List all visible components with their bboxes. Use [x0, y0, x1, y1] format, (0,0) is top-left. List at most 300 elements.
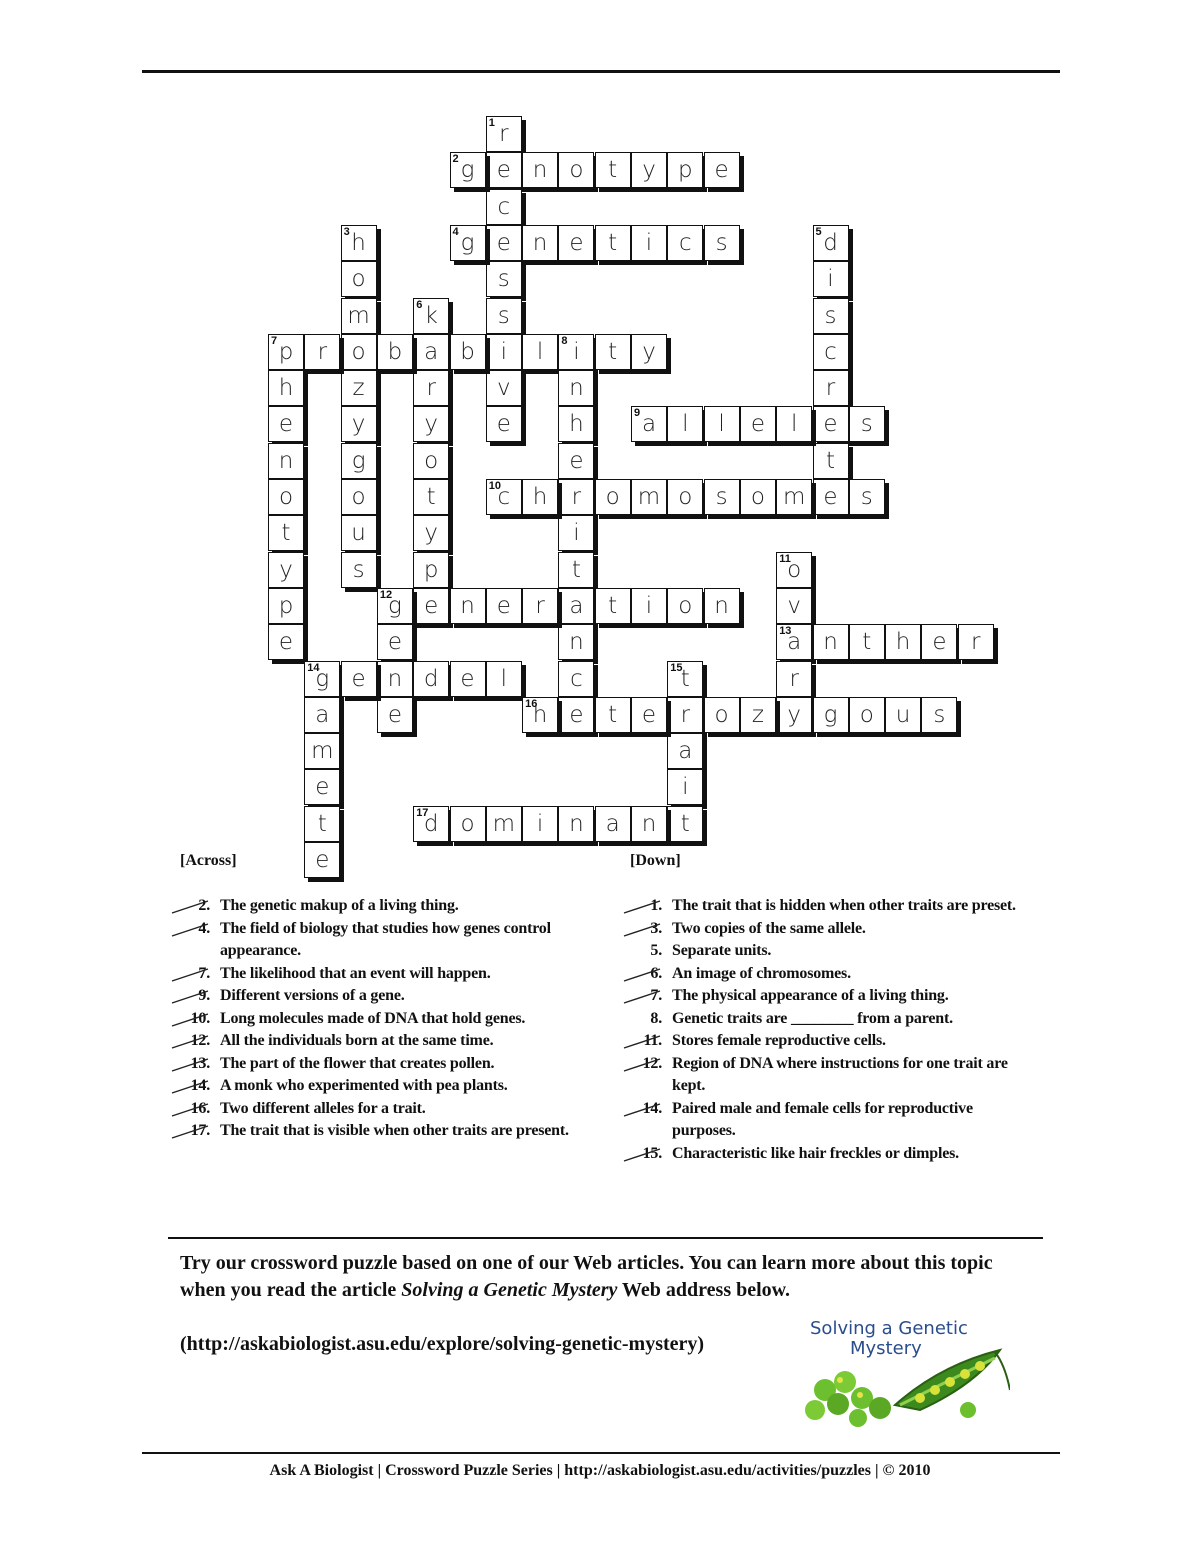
grid-cell[interactable]: [558, 443, 594, 479]
grid-cell[interactable]: [268, 515, 304, 551]
grid-cell[interactable]: [558, 334, 594, 370]
grid-cell[interactable]: [849, 697, 885, 733]
grid-cell[interactable]: [413, 298, 449, 334]
grid-cell[interactable]: [704, 697, 740, 733]
handwritten-letter: e: [460, 665, 475, 692]
handwritten-letter: o: [678, 592, 693, 619]
handwritten-letter: o: [569, 157, 584, 184]
clue-text: The physical appearance of a living thing.: [672, 987, 949, 1004]
clue-text: The likelihood that an event will happen.: [220, 964, 491, 982]
grid-cell[interactable]: [268, 334, 304, 370]
promo-line2: when you read the article Solving a Genetic Mystery Web address below.: [180, 1279, 791, 1301]
grid-cell[interactable]: [595, 334, 631, 370]
handwritten-letter: e: [569, 229, 584, 256]
grid-cell[interactable]: [413, 588, 449, 624]
grid-cell[interactable]: [486, 370, 522, 406]
handwritten-letter: l: [536, 338, 544, 365]
grid-cell[interactable]: [341, 298, 377, 334]
grid-cell[interactable]: [522, 806, 558, 842]
handwritten-letter: a: [605, 810, 620, 837]
grid-cell[interactable]: [450, 806, 486, 842]
grid-cell[interactable]: [558, 588, 594, 624]
handwritten-letter: d: [823, 229, 838, 256]
clue-text: Different versions of a gene.: [220, 987, 405, 1004]
grid-cell[interactable]: [486, 806, 522, 842]
checkmark-strike-icon: [168, 1057, 214, 1073]
grid-cell[interactable]: [450, 588, 486, 624]
handwritten-letter: i: [682, 774, 689, 801]
footer-text: Ask A Biologist | Crossword Puzzle Series | http://askabiologist.asu.edu/activities/puzzles | © 2010: [269, 1462, 931, 1479]
clue-number: 15: [670, 661, 683, 674]
grid-cell[interactable]: [667, 152, 703, 188]
handwritten-letter: h: [278, 375, 294, 402]
handwritten-letter: s: [860, 484, 873, 510]
grid-cell[interactable]: [413, 661, 449, 697]
handwritten-letter: u: [351, 520, 366, 547]
grid-cell[interactable]: [631, 806, 667, 842]
grid-cell[interactable]: [486, 334, 522, 370]
grid-cell[interactable]: [813, 334, 849, 370]
handwritten-letter: i: [645, 592, 653, 619]
clue-text: Genetic traits are ________ from a parent.: [672, 1009, 953, 1027]
grid-cell[interactable]: [813, 443, 849, 479]
grid-cell[interactable]: [631, 406, 667, 442]
grid-cell[interactable]: [813, 225, 849, 261]
clue-num: 11.: [643, 1032, 662, 1049]
handwritten-letter: e: [496, 229, 511, 256]
grid-cell[interactable]: [704, 225, 740, 261]
handwritten-letter: p: [423, 556, 439, 583]
grid-cell[interactable]: [776, 406, 812, 442]
clue-number: 7: [271, 334, 278, 347]
grid-cell[interactable]: [413, 443, 449, 479]
grid-cell[interactable]: [450, 334, 486, 370]
grid-cell[interactable]: [595, 806, 631, 842]
grid-cell[interactable]: [486, 225, 522, 261]
handwritten-letter: o: [351, 484, 366, 510]
grid-cell[interactable]: [268, 406, 304, 442]
promo-line1: Try our crossword puzzle based on one of our Web articles. You can learn more about this topic: [180, 1252, 993, 1274]
grid-cell[interactable]: [704, 588, 740, 624]
grid-cell[interactable]: [413, 370, 449, 406]
clue-number: 1: [488, 117, 495, 129]
handwritten-letter: v: [496, 375, 511, 402]
handwritten-letter: t: [608, 157, 618, 184]
grid-cell[interactable]: [631, 479, 667, 515]
grid-cell[interactable]: [486, 189, 522, 225]
grid-cell[interactable]: [413, 479, 449, 515]
promo-text: [180, 1250, 1040, 1304]
handwritten-letter: p: [278, 338, 294, 365]
grid-cell[interactable]: [558, 697, 594, 733]
clue-number: 13: [779, 625, 792, 638]
clue-item: [628, 1143, 1038, 1166]
handwritten-letter: n: [532, 229, 548, 256]
handwritten-letter: a: [641, 411, 657, 438]
handwritten-letter: g: [315, 665, 330, 692]
clue-item: [176, 1030, 576, 1053]
grid-cell[interactable]: [341, 443, 377, 479]
handwritten-letter: o: [787, 556, 802, 583]
grid-cell[interactable]: [631, 334, 667, 370]
grid-cell[interactable]: [813, 479, 849, 515]
clue-num: 3.: [650, 919, 662, 937]
clue-number: 4: [452, 225, 459, 238]
grid-cell[interactable]: [522, 479, 558, 515]
clue-item: [176, 963, 576, 986]
handwritten-letter: e: [496, 411, 511, 438]
handwritten-letter: t: [680, 665, 690, 692]
grid-cell[interactable]: [341, 552, 377, 588]
grid-cell[interactable]: [413, 515, 449, 551]
grid-cell[interactable]: [595, 697, 631, 733]
grid-cell[interactable]: [921, 697, 957, 733]
handwritten-letter: c: [497, 484, 511, 510]
grid-cell[interactable]: [776, 697, 812, 733]
handwritten-letter: n: [823, 629, 838, 656]
grid-cell[interactable]: [486, 406, 522, 442]
checkmark-strike-icon: [620, 989, 666, 1005]
handwritten-letter: c: [497, 193, 511, 220]
handwritten-letter: o: [605, 484, 620, 510]
handwritten-letter: i: [573, 338, 580, 365]
clue-num: 14.: [190, 1077, 210, 1094]
grid-cell[interactable]: [740, 697, 776, 733]
grid-cell[interactable]: [304, 697, 340, 733]
grid-cell[interactable]: [776, 624, 812, 660]
handwritten-letter: n: [569, 375, 584, 402]
handwritten-letter: a: [787, 629, 802, 656]
grid-cell[interactable]: [849, 406, 885, 442]
grid-cell[interactable]: [667, 769, 703, 805]
handwritten-letter: i: [827, 266, 834, 293]
handwritten-letter: s: [497, 302, 510, 329]
handwritten-letter: u: [895, 701, 911, 728]
handwritten-letter: r: [535, 592, 545, 619]
grid-cell[interactable]: [413, 552, 449, 588]
clue-item: [628, 940, 1038, 963]
grid-cell[interactable]: [304, 661, 340, 697]
grid-cell[interactable]: [304, 334, 340, 370]
clue-item: [176, 985, 576, 1008]
handwritten-letter: c: [678, 229, 692, 256]
grid-cell[interactable]: [595, 479, 631, 515]
grid-cell[interactable]: [486, 116, 522, 152]
handwritten-letter: y: [787, 701, 801, 728]
clue-number: 10: [488, 480, 502, 492]
handwritten-letter: e: [823, 411, 838, 438]
grid-cell[interactable]: [558, 552, 594, 588]
grid-cell[interactable]: [740, 406, 776, 442]
handwritten-letter: e: [351, 665, 366, 692]
clue-number: 3: [343, 225, 350, 238]
clue-num: 6.: [650, 964, 662, 982]
grid-cell[interactable]: [341, 661, 377, 697]
grid-cell[interactable]: [558, 152, 594, 188]
checkmark-strike-icon: [168, 922, 214, 938]
clue-number: 11: [779, 552, 791, 565]
handwritten-letter: t: [317, 810, 327, 837]
grid-cell[interactable]: [776, 588, 812, 624]
handwritten-letter: t: [608, 229, 618, 256]
grid-cell[interactable]: [813, 261, 849, 297]
grid-cell[interactable]: [558, 806, 594, 842]
grid-cell[interactable]: [486, 479, 522, 515]
checkmark-strike-icon: [620, 1102, 666, 1118]
grid-cell[interactable]: [813, 406, 849, 442]
grid-cell[interactable]: [341, 370, 377, 406]
grid-cell[interactable]: [304, 842, 340, 878]
checkmark-strike-icon: [168, 1012, 214, 1028]
clue-number: 5: [815, 225, 822, 238]
handwritten-letter: z: [751, 701, 764, 728]
grid-cell[interactable]: [849, 479, 885, 515]
clue-num: 12.: [190, 1032, 210, 1049]
grid-cell[interactable]: [558, 370, 594, 406]
grid-cell[interactable]: [631, 697, 667, 733]
grid-cell[interactable]: [450, 152, 486, 188]
clue-num: 7.: [198, 964, 210, 982]
grid-cell[interactable]: [413, 406, 449, 442]
grid-cell[interactable]: [377, 588, 413, 624]
clue-text: An image of chromosomes.: [672, 964, 851, 982]
grid-cell[interactable]: [522, 334, 558, 370]
handwritten-letter: b: [460, 338, 475, 365]
down-clue-list: [628, 895, 1038, 1165]
grid-cell[interactable]: [921, 624, 957, 660]
handwritten-letter: i: [536, 810, 544, 837]
grid-cell[interactable]: [558, 661, 594, 697]
clue-text: The trait that is hidden when other traits are preset.: [672, 897, 1016, 914]
handwritten-letter: r: [680, 701, 691, 728]
grid-cell[interactable]: [740, 479, 776, 515]
checkmark-strike-icon: [168, 989, 214, 1005]
handwritten-letter: b: [387, 338, 403, 365]
handwritten-letter: g: [387, 592, 402, 619]
grid-cell[interactable]: [268, 370, 304, 406]
grid-cell[interactable]: [776, 479, 812, 515]
grid-cell[interactable]: [849, 624, 885, 660]
grid-cell[interactable]: [486, 298, 522, 334]
handwritten-letter: e: [714, 157, 729, 184]
clue-text: Two different alleles for a trait.: [220, 1099, 426, 1117]
handwritten-letter: e: [569, 447, 584, 474]
grid-cell[interactable]: [667, 661, 703, 697]
handwritten-letter: y: [351, 411, 366, 438]
grid-cell[interactable]: [486, 588, 522, 624]
handwritten-letter: s: [715, 229, 728, 256]
article-title: Solving a Genetic Mystery: [401, 1279, 618, 1301]
clue-num: 5.: [650, 942, 662, 959]
handwritten-letter: h: [532, 484, 548, 510]
clue-item: [176, 1008, 576, 1031]
checkmark-strike-icon: [168, 1034, 214, 1050]
handwritten-letter: m: [492, 810, 515, 837]
grid-cell[interactable]: [704, 406, 740, 442]
clue-num: 4.: [198, 919, 210, 937]
handwritten-letter: n: [532, 157, 548, 184]
clue-text: All the individuals born at the same time.: [220, 1032, 494, 1049]
grid-cell[interactable]: [704, 152, 740, 188]
grid-cell[interactable]: [304, 806, 340, 842]
handwritten-letter: r: [789, 665, 799, 692]
grid-cell[interactable]: [268, 443, 304, 479]
grid-cell[interactable]: [667, 733, 703, 769]
grid-cell[interactable]: [558, 624, 594, 660]
grid-cell[interactable]: [268, 588, 304, 624]
grid-cell[interactable]: [631, 588, 667, 624]
grid-cell[interactable]: [595, 152, 631, 188]
clue-num: 7.: [650, 987, 662, 1004]
checkmark-strike-icon: [620, 967, 666, 983]
grid-cell[interactable]: [377, 624, 413, 660]
handwritten-letter: y: [279, 556, 293, 583]
promo-rule: [168, 1237, 1043, 1239]
solving-genetic-mystery-logo[interactable]: [800, 1310, 1010, 1430]
grid-cell[interactable]: [813, 298, 849, 334]
clue-num: 8.: [650, 1009, 662, 1027]
grid-cell[interactable]: [667, 225, 703, 261]
handwritten-letter: e: [387, 701, 402, 728]
grid-cell[interactable]: [377, 697, 413, 733]
grid-cell[interactable]: [813, 697, 849, 733]
grid-cell[interactable]: [595, 225, 631, 261]
handwritten-letter: d: [423, 665, 439, 692]
grid-cell[interactable]: [667, 588, 703, 624]
checkmark-strike-icon: [620, 899, 666, 915]
handwritten-letter: n: [569, 629, 584, 656]
handwritten-letter: o: [714, 701, 729, 728]
clue-num: 16.: [190, 1099, 210, 1117]
grid-cell[interactable]: [595, 588, 631, 624]
handwritten-letter: s: [497, 266, 510, 293]
grid-cell[interactable]: [377, 334, 413, 370]
grid-cell[interactable]: [341, 515, 377, 551]
handwritten-letter: s: [715, 484, 728, 510]
grid-cell[interactable]: [885, 697, 921, 733]
grid-cell[interactable]: [776, 552, 812, 588]
handwritten-letter: g: [460, 157, 475, 184]
grid-cell[interactable]: [413, 806, 449, 842]
handwritten-letter: c: [824, 338, 837, 365]
handwritten-letter: m: [637, 484, 661, 510]
grid-cell[interactable]: [776, 661, 812, 697]
grid-cell[interactable]: [522, 697, 558, 733]
clue-number: 12: [379, 588, 393, 601]
handwritten-letter: o: [424, 447, 439, 474]
handwritten-letter: h: [569, 411, 584, 438]
handwritten-letter: g: [460, 229, 475, 256]
grid-cell[interactable]: [958, 624, 994, 660]
clue-num: 10.: [190, 1009, 210, 1027]
grid-cell[interactable]: [667, 806, 703, 842]
handwritten-letter: t: [825, 447, 836, 474]
pea-pod-icon: [805, 1350, 1010, 1427]
grid-cell[interactable]: [486, 661, 522, 697]
clue-num: 14.: [642, 1099, 662, 1117]
handwritten-letter: e: [387, 629, 402, 656]
grid-cell[interactable]: [631, 152, 667, 188]
checkmark-strike-icon: [168, 1124, 214, 1140]
handwritten-letter: e: [278, 411, 294, 438]
handwritten-letter: l: [500, 665, 507, 692]
clue-number: 2: [452, 153, 459, 166]
grid-cell[interactable]: [341, 225, 377, 261]
handwritten-letter: e: [278, 629, 294, 656]
grid-cell[interactable]: [341, 479, 377, 515]
grid-cell[interactable]: [341, 261, 377, 297]
grid-cell[interactable]: [341, 334, 377, 370]
grid-cell[interactable]: [704, 479, 740, 515]
grid-cell[interactable]: [558, 515, 594, 551]
grid-cell[interactable]: [413, 334, 449, 370]
grid-cell[interactable]: [522, 588, 558, 624]
handwritten-letter: p: [677, 157, 693, 184]
grid-cell[interactable]: [558, 479, 594, 515]
grid-cell[interactable]: [667, 479, 703, 515]
handwritten-letter: e: [750, 411, 765, 438]
logo-title-line1: Solving a Genetic: [810, 1318, 968, 1339]
article-url[interactable]: (http://askabiologist.asu.edu/explore/solving-genetic-mystery): [180, 1333, 705, 1355]
grid-cell[interactable]: [813, 624, 849, 660]
grid-cell[interactable]: [268, 624, 304, 660]
grid-cell[interactable]: [268, 552, 304, 588]
clue-text: Two copies of the same allele.: [672, 919, 866, 937]
clue-text: Separate units.: [672, 942, 772, 959]
grid-cell[interactable]: [558, 225, 594, 261]
checkmark-strike-icon: [168, 1079, 214, 1095]
grid-cell[interactable]: [522, 225, 558, 261]
grid-cell[interactable]: [268, 479, 304, 515]
handwritten-letter: t: [608, 592, 618, 619]
grid-cell[interactable]: [667, 406, 703, 442]
clue-num: 15.: [642, 1144, 662, 1162]
handwritten-letter: e: [823, 484, 838, 510]
grid-cell[interactable]: [885, 624, 921, 660]
handwritten-letter: r: [970, 629, 981, 656]
grid-cell[interactable]: [558, 406, 594, 442]
grid-cell[interactable]: [486, 152, 522, 188]
grid-cell[interactable]: [450, 225, 486, 261]
grid-cell[interactable]: [522, 152, 558, 188]
handwritten-letter: t: [571, 556, 581, 583]
clue-num: 17.: [190, 1122, 210, 1139]
handwritten-letter: r: [825, 375, 836, 402]
clue-text: Paired male and female cells for reproductive purposes.: [672, 1099, 973, 1139]
handwritten-letter: e: [496, 157, 511, 184]
handwritten-letter: s: [824, 302, 837, 329]
grid-cell[interactable]: [667, 697, 703, 733]
grid-cell[interactable]: [631, 225, 667, 261]
clue-text: A monk who experimented with pea plants.: [220, 1077, 508, 1094]
grid-cell[interactable]: [377, 661, 413, 697]
handwritten-letter: s: [860, 411, 873, 438]
clue-item: [176, 918, 576, 963]
grid-cell[interactable]: [341, 406, 377, 442]
clue-item: [628, 1053, 1038, 1098]
handwritten-letter: n: [569, 810, 584, 837]
clue-text: Stores female reproductive cells.: [672, 1032, 886, 1049]
clue-text: Long molecules made of DNA that hold genes.: [220, 1009, 526, 1027]
grid-cell[interactable]: [486, 261, 522, 297]
clue-num: 9.: [198, 987, 210, 1004]
grid-cell[interactable]: [813, 370, 849, 406]
checkmark-strike-icon: [620, 1057, 666, 1073]
grid-cell[interactable]: [450, 661, 486, 697]
clue-item: [176, 1075, 576, 1098]
grid-cell[interactable]: [304, 733, 340, 769]
grid-cell[interactable]: [304, 769, 340, 805]
